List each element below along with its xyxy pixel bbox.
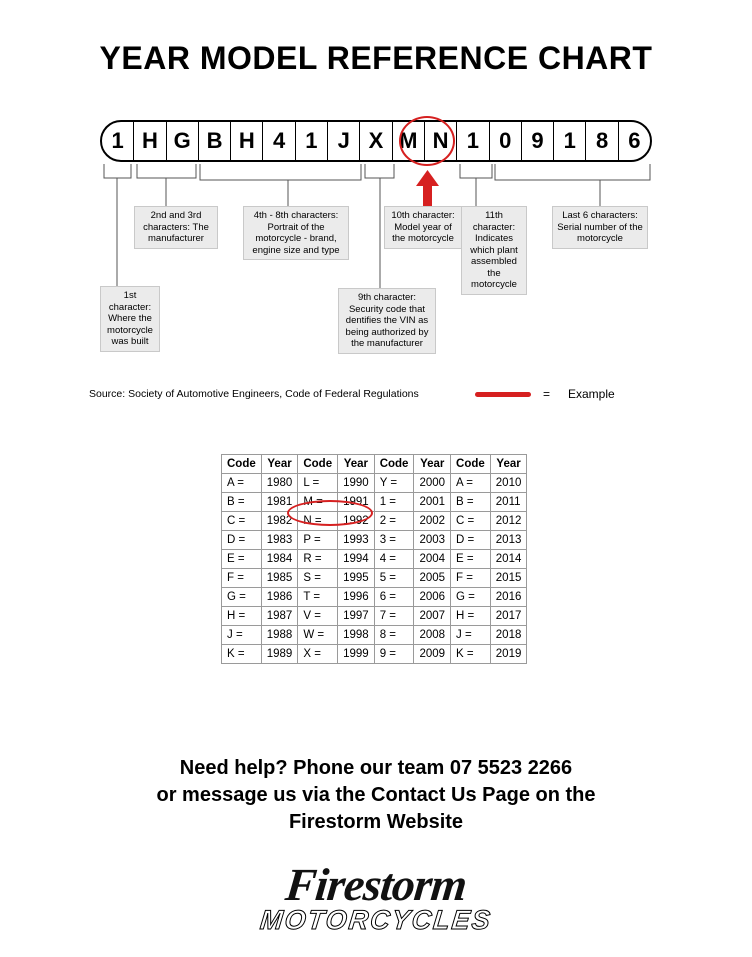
cell-code: L = — [298, 474, 338, 493]
cell-year: 1987 — [261, 607, 298, 626]
vin-character: X — [360, 122, 392, 160]
cell-code: S = — [298, 569, 338, 588]
cell-year: 1981 — [261, 493, 298, 512]
cell-year: 2006 — [414, 588, 451, 607]
table-row — [222, 474, 527, 493]
firestorm-logo — [196, 858, 556, 940]
cell-code: N = — [298, 512, 338, 531]
cell-code: B = — [222, 493, 262, 512]
legend-label: Example — [568, 387, 615, 401]
column-header: Code — [222, 455, 262, 474]
cell-year: 2000 — [414, 474, 451, 493]
cell-year: 1999 — [338, 645, 375, 664]
table-row — [222, 550, 527, 569]
cell-code: E = — [451, 550, 491, 569]
callout-11th-character: 11th character: Indicates which plant assembled the motorcycle — [461, 206, 527, 295]
cell-code: H = — [222, 607, 262, 626]
cell-year: 1997 — [338, 607, 375, 626]
cell-year: 1988 — [261, 626, 298, 645]
cell-code: V = — [298, 607, 338, 626]
vin-character: 6 — [628, 128, 641, 153]
cell-code: 9 = — [374, 645, 414, 664]
cell-code: E = — [222, 550, 262, 569]
red-arrow-indicator — [416, 170, 439, 206]
cell-year: 1983 — [261, 531, 298, 550]
footer-line-3: Firestorm Website — [288, 811, 464, 833]
logo-sub-name: MOTORCYCLES — [258, 905, 494, 935]
logo-brand-name: Firestorm — [283, 859, 469, 910]
cell-code: 2 = — [374, 512, 414, 531]
table-row — [222, 531, 527, 550]
cell-year: 1986 — [261, 588, 298, 607]
cell-code: 6 = — [374, 588, 414, 607]
table-row — [222, 512, 527, 531]
cell-code: G = — [222, 588, 262, 607]
cell-year: 1991 — [338, 493, 375, 512]
footer-line-2: or message us via the Contact Us Page on the — [156, 784, 596, 806]
cell-code: W = — [298, 626, 338, 645]
vin-character: N — [425, 122, 457, 160]
vin-number-display — [100, 120, 652, 162]
cell-year: 1982 — [261, 512, 298, 531]
callout-9th-character: 9th character: Security code that dentifies the VIN as being authorized by the manufacturer — [338, 288, 436, 354]
cell-year: 2005 — [414, 569, 451, 588]
cell-code: D = — [451, 531, 491, 550]
cell-code: 4 = — [374, 550, 414, 569]
cell-code: K = — [451, 645, 491, 664]
cell-code: G = — [451, 588, 491, 607]
cell-year: 2019 — [490, 645, 527, 664]
cell-code: 1 = — [374, 493, 414, 512]
cell-year: 1980 — [261, 474, 298, 493]
footer-line-1: Need help? Phone our team 07 5523 2266 — [179, 757, 573, 779]
cell-year: 1993 — [338, 531, 375, 550]
table-row — [222, 493, 527, 512]
vin-character: 1 — [296, 122, 328, 160]
cell-code: R = — [298, 550, 338, 569]
vin-character: B — [199, 122, 231, 160]
callout-last-6-characters: Last 6 characters: Serial number of the motorcycle — [552, 206, 648, 249]
page-title: YEAR MODEL REFERENCE CHART — [99, 40, 653, 76]
vin-character: G — [167, 122, 199, 160]
vin-character: 1 — [102, 122, 134, 160]
vin-character: 1 — [457, 122, 489, 160]
cell-code: A = — [451, 474, 491, 493]
cell-year: 2014 — [490, 550, 527, 569]
table-row — [222, 588, 527, 607]
callout-2nd-3rd-character: 2nd and 3rd characters: The manufacturer — [134, 206, 218, 249]
cell-year: 1995 — [338, 569, 375, 588]
vin-character: J — [328, 122, 360, 160]
year-code-table — [221, 454, 527, 664]
cell-code: D = — [222, 531, 262, 550]
cell-year: 2008 — [414, 626, 451, 645]
table-row — [222, 607, 527, 626]
table-row — [222, 569, 527, 588]
vin-character: H — [134, 122, 166, 160]
cell-year: 1992 — [338, 512, 375, 531]
cell-code: B = — [451, 493, 491, 512]
cell-code: H = — [451, 607, 491, 626]
vin-character: 8 — [586, 122, 618, 160]
cell-code: 5 = — [374, 569, 414, 588]
cell-year: 2013 — [490, 531, 527, 550]
callout-10th-character: 10th character: Model year of the motorcycle — [384, 206, 462, 249]
legend-example-swatch — [475, 392, 531, 397]
column-header: Year — [338, 455, 375, 474]
vin-character: H — [231, 122, 263, 160]
cell-code: C = — [451, 512, 491, 531]
cell-year: 2003 — [414, 531, 451, 550]
cell-year: 2007 — [414, 607, 451, 626]
column-header: Code — [374, 455, 414, 474]
cell-year: 1994 — [338, 550, 375, 569]
source-citation: Source: Society of Automotive Engineers, Code of Federal Regulations — [89, 388, 419, 400]
cell-code: 3 = — [374, 531, 414, 550]
cell-code: X = — [298, 645, 338, 664]
column-header: Code — [298, 455, 338, 474]
cell-year: 2015 — [490, 569, 527, 588]
cell-code: T = — [298, 588, 338, 607]
cell-code: M = — [298, 493, 338, 512]
cell-year: 2011 — [490, 493, 527, 512]
cell-year: 2012 — [490, 512, 527, 531]
cell-code: J = — [451, 626, 491, 645]
cell-year: 2002 — [414, 512, 451, 531]
table-row — [222, 626, 527, 645]
vin-character: 9 — [522, 122, 554, 160]
legend-equals: = — [543, 387, 551, 401]
cell-code: J = — [222, 626, 262, 645]
callout-1st-character: 1st character: Where the motorcycle was built — [100, 286, 160, 352]
column-header: Code — [451, 455, 491, 474]
cell-code: C = — [222, 512, 262, 531]
cell-year: 1990 — [338, 474, 375, 493]
cell-year: 2017 — [490, 607, 527, 626]
cell-year: 2016 — [490, 588, 527, 607]
cell-year: 2001 — [414, 493, 451, 512]
vin-character: M — [393, 122, 425, 160]
column-header: Year — [261, 455, 298, 474]
cell-year: 1989 — [261, 645, 298, 664]
cell-year: 1996 — [338, 588, 375, 607]
cell-code: A = — [222, 474, 262, 493]
cell-code: 7 = — [374, 607, 414, 626]
table-row — [222, 645, 527, 664]
cell-code: 8 = — [374, 626, 414, 645]
vin-character: 0 — [490, 122, 522, 160]
cell-year: 2010 — [490, 474, 527, 493]
vin-character: 1 — [554, 122, 586, 160]
cell-code: K = — [222, 645, 262, 664]
cell-year: 1998 — [338, 626, 375, 645]
footer-contact-text — [0, 755, 752, 836]
cell-year: 1984 — [261, 550, 298, 569]
cell-code: F = — [222, 569, 262, 588]
cell-year: 2018 — [490, 626, 527, 645]
column-header: Year — [414, 455, 451, 474]
cell-year: 2004 — [414, 550, 451, 569]
callout-4th-8th-character: 4th - 8th characters: Portrait of the motorcycle - brand, engine size and type — [243, 206, 349, 260]
cell-year: 2009 — [414, 645, 451, 664]
cell-code: P = — [298, 531, 338, 550]
cell-year: 1985 — [261, 569, 298, 588]
cell-code: F = — [451, 569, 491, 588]
cell-code: Y = — [374, 474, 414, 493]
column-header: Year — [490, 455, 527, 474]
table-header-row — [222, 455, 527, 474]
vin-character: 4 — [263, 122, 295, 160]
